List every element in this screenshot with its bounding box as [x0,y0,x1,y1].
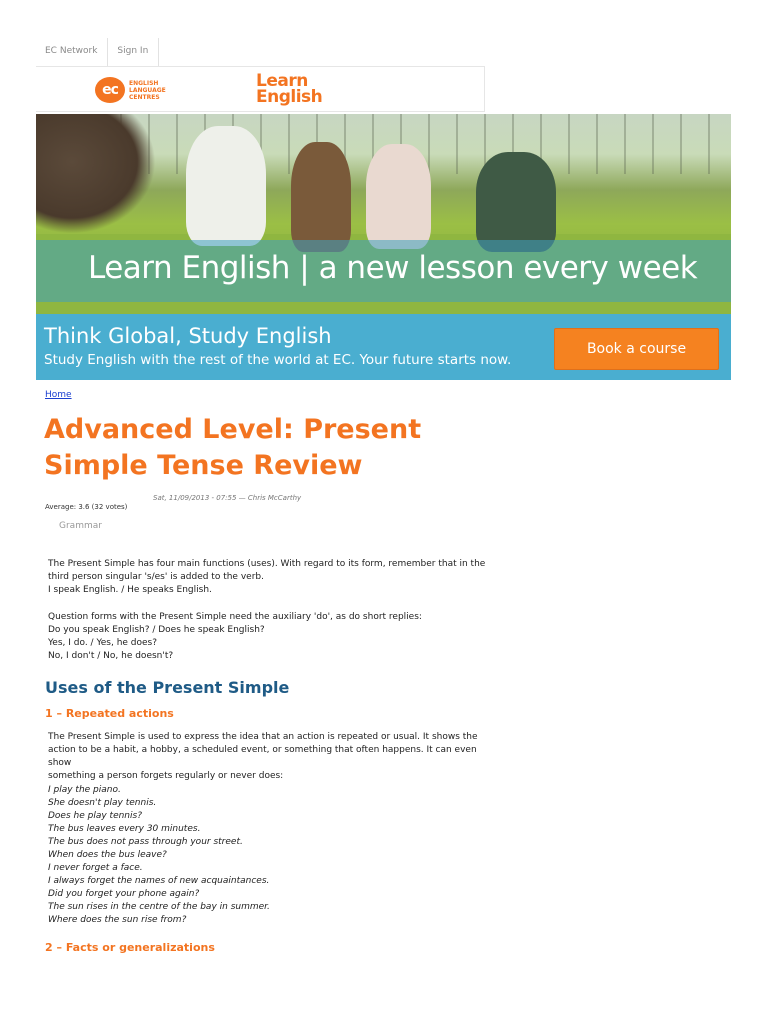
student-figure [476,152,556,252]
top-network-nav [36,38,159,66]
ec-logo-line: ENGLISH [129,80,159,87]
body-line: Question forms with the Present Simple need the auxiliary 'do', as do short replies: [48,612,422,622]
student-figure [186,126,266,246]
intro-paragraph [48,558,488,597]
body-line: something a person forgets regularly or never does: [48,771,284,781]
example-sentence: The sun rises in the centre of the bay in summer. [48,902,270,912]
ec-network-link[interactable]: EC Network [36,38,108,66]
body-line: Do you speak English? / Does he speak English? [48,625,265,635]
section-2-heading: 2 – Facts or generalizations [45,941,215,954]
body-line: The Present Simple is used to express the idea that an action is repeated or usual. It shows the [48,732,478,742]
hero-banner[interactable] [36,114,731,314]
section-1-heading: 1 – Repeated actions [45,707,174,720]
body-line: No, I don't / No, he doesn't? [48,651,174,661]
ec-logo-icon[interactable]: ec [95,77,125,103]
ec-logo-text [129,80,166,101]
sign-in-link[interactable]: Sign In [108,38,159,66]
category-tag[interactable]: Grammar [59,521,102,531]
hero-tagline: Learn English | a new lesson every week [88,250,698,286]
example-sentence: I never forget a face. [48,863,143,873]
promo-strip [36,314,731,380]
uses-heading: Uses of the Present Simple [45,678,290,697]
learn-english-logo-line: Learn [256,71,308,91]
body-line: The Present Simple has four main functions (uses). With regard to its form, remember that in the [48,559,486,569]
example-sentence: Did you forget your phone again? [48,889,200,899]
section-1-paragraph [48,731,488,783]
example-sentence: The bus leaves every 30 minutes. [48,824,201,834]
question-forms-paragraph [48,611,488,663]
example-sentence: I play the piano. [48,785,121,795]
student-figure [366,144,431,249]
body-line: action to be a habit, a hobby, a scheduled event, or something that often happens. It can even show [48,745,477,768]
example-sentence: The bus does not pass through your street. [48,837,243,847]
tree-trunk [36,114,156,234]
book-course-button[interactable]: Book a course [554,328,719,370]
promo-heading: Think Global, Study English [44,324,332,348]
example-sentence: When does the bus leave? [48,850,167,860]
body-line: third person singular 's/es' is added to the verb. [48,572,264,582]
article-title: Advanced Level: Present Simple Tense Review [44,414,422,481]
rating-average: Average: 3.6 (32 votes) [45,503,128,511]
example-sentence: I always forget the names of new acquaintances. [48,876,270,886]
examples-list [48,784,270,927]
student-figure [291,142,351,252]
body-line: Yes, I do. / Yes, he does? [48,638,158,648]
example-sentence: Where does the sun rise from? [48,915,187,925]
example-sentence: She doesn't play tennis. [48,798,157,808]
body-line: I speak English. / He speaks English. [48,585,212,595]
learn-english-logo-line: English [256,87,323,107]
learn-english-logo[interactable] [256,73,322,105]
promo-subheading: Study English with the rest of the world at EC. Your future starts now. [44,352,512,368]
article-meta: Sat, 11/09/2013 - 07:55 — Chris McCarthy [153,494,302,502]
ec-logo-line: CENTRES [129,94,160,101]
breadcrumb-home-link[interactable]: Home [45,390,72,400]
brand-bar [36,66,485,112]
ec-logo-line: LANGUAGE [129,87,166,94]
example-sentence: Does he play tennis? [48,811,142,821]
